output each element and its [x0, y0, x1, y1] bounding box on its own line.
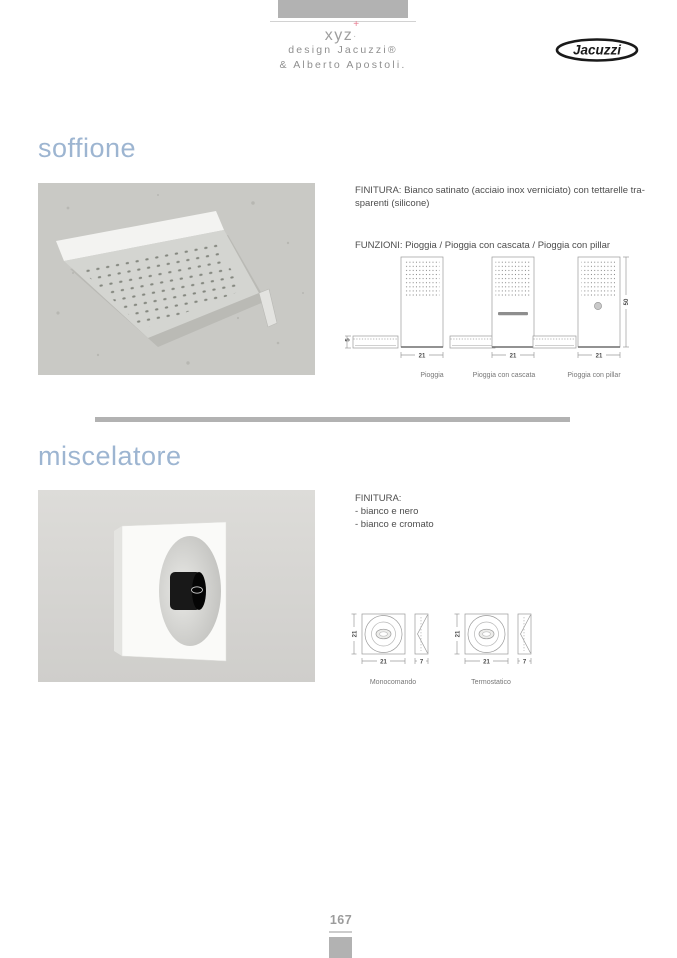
dimension-width-3: 21 — [595, 353, 603, 360]
finitura-option-1: - bianco e nero — [355, 506, 419, 517]
design-credit-line2: & Alberto Apostoli. — [279, 59, 407, 71]
variant-label-pillar: Pioggia con pillar — [567, 372, 621, 379]
brand-logo — [270, 19, 416, 45]
miscelatore-description — [355, 492, 434, 531]
dimension-depth: 5 — [345, 338, 352, 342]
jacuzzi-logo-icon — [554, 37, 640, 63]
dimension-width-1: 21 — [418, 353, 426, 360]
product-photo-miscelatore — [38, 490, 315, 682]
mixer-dim-height-1: 21 — [352, 630, 359, 638]
jacuzzi-logo-text: Jacuzzi — [572, 42, 622, 58]
mixer-side-face — [114, 526, 122, 656]
mixer-knob-face — [192, 572, 206, 610]
variant-label-cascata: Pioggia con cascata — [472, 372, 536, 379]
brand-logo-dot: . — [353, 29, 357, 40]
tech-drawing-miscelatore — [345, 606, 560, 690]
finitura-text-line2: sparenti (silicone) — [355, 198, 430, 209]
mixer-dim-depth-1: 7 — [419, 659, 424, 666]
mixer-dim-depth-2: 7 — [522, 659, 527, 666]
mixer-dim-width-1: 21 — [380, 659, 387, 666]
finitura-text-line1: FINITURA: Bianco satinato (acciaio inox verniciato) con tettarelle tra- — [355, 185, 645, 196]
soffione-description — [355, 184, 645, 252]
brand-logo-mark — [353, 19, 361, 40]
top-rule — [270, 21, 416, 22]
product-photo-soffione — [38, 183, 315, 375]
footer-rule — [329, 931, 352, 933]
footer-square — [329, 937, 352, 958]
top-gray-bar — [278, 0, 408, 18]
section-title-miscelatore: miscelatore — [38, 441, 182, 471]
brand-logo-text: xyz — [324, 27, 354, 44]
dimension-width-2: 21 — [509, 353, 517, 360]
variant-label-termostatico: Termostatico — [471, 679, 511, 686]
plus-icon: + — [353, 19, 360, 30]
mixer-dim-height-2: 21 — [455, 630, 462, 638]
section-title-soffione: soffione — [38, 133, 137, 163]
dimension-height: 50 — [624, 298, 630, 306]
finitura-option-2: - bianco e cromato — [355, 519, 434, 530]
funzioni-text: FUNZIONI: Pioggia / Pioggia con cascata / Pioggia con pillar — [355, 240, 611, 251]
variant-label-monocomando: Monocomando — [369, 679, 417, 686]
finitura-label: FINITURA: — [355, 493, 402, 504]
variant-label-pioggia: Pioggia — [420, 372, 444, 379]
tech-drawing-soffione — [343, 249, 645, 383]
design-credit — [238, 43, 448, 73]
design-credit-line1: design Jacuzzi® — [288, 44, 398, 56]
section-divider — [95, 417, 570, 422]
page-number: 167 — [329, 913, 353, 927]
mixer-dim-width-2: 21 — [483, 659, 490, 666]
